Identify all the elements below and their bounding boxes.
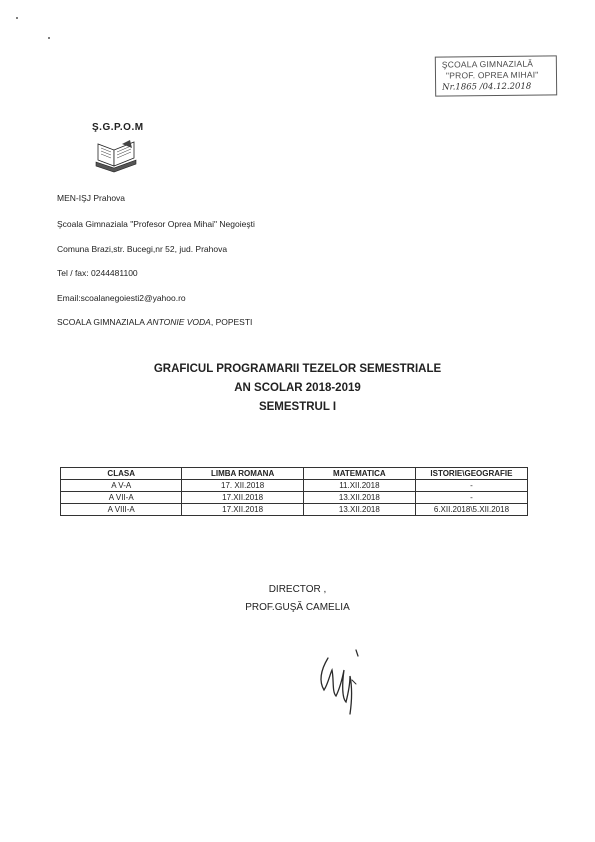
cell-class: A VII-A <box>61 492 182 504</box>
open-book-icon <box>92 140 140 179</box>
signature-name: PROF.GUŞĂ CAMELIA <box>245 602 350 613</box>
column-header-class: CLASA <box>61 468 182 480</box>
cell-math: 13.XII.2018 <box>303 492 415 504</box>
thesis-schedule-table <box>60 467 528 516</box>
registration-stamp <box>435 55 557 96</box>
column-header-math: MATEMATICA <box>303 468 415 480</box>
cell-class: A VIII-A <box>61 504 182 516</box>
header-partner-school: SCOALA GIMNAZIALA ANTONIE VODA, POPESTI <box>57 317 253 327</box>
header-email: Email:scoalanegoiesti2@yahoo.ro <box>57 293 186 303</box>
table-row <box>61 480 528 492</box>
table-row <box>61 492 528 504</box>
document-title: GRAFICUL PROGRAMARII TEZELOR SEMESTRIALE <box>153 363 442 375</box>
table-row <box>61 504 528 516</box>
cell-romanian: 17. XII.2018 <box>182 480 303 492</box>
header-ministry: MEN-IŞJ Prahova <box>57 193 126 203</box>
semester: SEMESTRUL I <box>258 401 337 413</box>
school-year: AN SCOLAR 2018-2019 <box>234 382 361 394</box>
handwritten-signature <box>312 640 372 725</box>
stamp-school-patron: "PROF. OPREA MIHAI" <box>445 69 539 81</box>
cell-math: 11.XII.2018 <box>303 480 415 492</box>
scan-speck <box>16 17 18 19</box>
header-school-name: Şcoala Gimnaziala "Profesor Oprea Mihai" Negoieşti <box>57 219 255 229</box>
column-header-romanian: LIMBA ROMANA <box>182 468 303 480</box>
school-logo-text: Ş.G.P.O.M <box>92 122 144 133</box>
cell-history-geography: - <box>415 492 527 504</box>
cell-history-geography: - <box>415 480 527 492</box>
cell-romanian: 17.XII.2018 <box>182 492 303 504</box>
stamp-registration-number: Nr.1865 /04.12.2018 <box>442 81 532 93</box>
header-phone: Tel / fax: 0244481100 <box>57 268 138 278</box>
cell-class: A V-A <box>61 480 182 492</box>
signature-role: DIRECTOR , <box>268 584 327 595</box>
scan-speck <box>48 37 50 39</box>
column-header-history-geography: ISTORIE\GEOGRAFIE <box>415 468 527 480</box>
table-header-row <box>61 468 528 480</box>
cell-math: 13.XII.2018 <box>303 504 415 516</box>
cell-romanian: 17.XII.2018 <box>182 504 303 516</box>
cell-history-geography: 6.XII.2018\5.XII.2018 <box>415 504 527 516</box>
stamp-school-name: ŞCOALA GIMNAZIALĂ <box>441 58 534 70</box>
header-address: Comuna Brazi,str. Bucegi,nr 52, jud. Prahova <box>57 244 228 254</box>
